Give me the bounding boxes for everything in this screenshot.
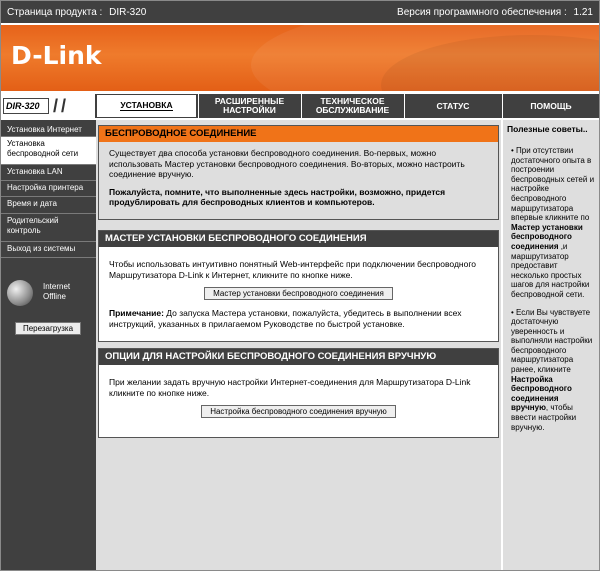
internet-status — [43, 282, 70, 302]
help-title: Полезные советы.. — [507, 124, 588, 134]
top-info-bar — [1, 1, 599, 25]
sidebar — [1, 120, 96, 570]
wizard-note — [109, 308, 488, 329]
wizard-text: Чтобы использовать интуитивно понятный Web-интерфейс при подключении беспроводного Маршрутизатора D-Link к Интернет, кликните по кнопке ниже. — [109, 259, 476, 280]
sidebar-item-time-date[interactable]: Время и дата — [1, 197, 96, 214]
wizard-note-text: До запуска Мастера установки, пожалуйста, убедитесь в выполнении всех инструкций, указанных в прилагаемом Руководстве по быстрой установке. — [109, 308, 462, 329]
tab-maintenance[interactable]: ТЕХНИЧЕСКОЕ ОБСЛУЖИВАНИЕ — [301, 94, 403, 118]
slash-icon: / — [53, 96, 59, 116]
manual-panel-title: ОПЦИИ ДЛЯ НАСТРОЙКИ БЕСПРОВОДНОГО СОЕДИНЕНИЯ ВРУЧНУЮ — [99, 349, 498, 365]
help-tip-wizard: • При отсутствии достаточного опыта в построении беспроводных сетей и настройке беспроводного маршрутизатора впервые кликните по Мастер установки беспроводного соединения ,и маршрутизатор предоставит несколько простых шагов для настройки беспроводной сети. — [511, 146, 595, 299]
sidebar-item-lan-setup[interactable]: Установка LAN — [1, 165, 96, 181]
intro-warning: Пожалуйста, помните, что выполненные здесь настройки, возможно, придется продублировать для беспроводных клиентов и компьютеров. — [109, 186, 446, 207]
tab-help[interactable]: ПОМОЩЬ — [502, 94, 599, 118]
wizard-panel-title: МАСТЕР УСТАНОВКИ БЕСПРОВОДНОГО СОЕДИНЕНИЯ — [99, 231, 498, 247]
manual-panel-body — [99, 365, 498, 424]
product-model: DIR-320 — [109, 6, 147, 18]
internet-status-line1: Internet — [43, 282, 71, 291]
wizard-panel-body — [99, 247, 498, 342]
tab-status[interactable]: СТАТУС — [404, 94, 501, 118]
product-info — [7, 7, 146, 18]
intro-panel-body — [99, 142, 498, 219]
manual-button[interactable]: Настройка беспроводного соединения вручную — [201, 405, 396, 418]
help-tip-manual: • Если Вы чувствуете достаточную уверенность и выполняли настройки беспроводного маршрутизатора ранее, кликните Настройка беспроводного соединения вручную, чтобы ввести настройки вручную. — [511, 307, 593, 432]
header-banner — [1, 25, 599, 91]
manual-text: При желании задать вручную настройки Интернет-соединения для Маршрутизатора D-Link кликните по кнопке ниже. — [109, 377, 471, 398]
sidebar-item-printer-setup[interactable]: Настройка принтера — [1, 181, 96, 197]
internet-status-line2: Offline — [43, 292, 66, 301]
intro-panel — [98, 125, 499, 220]
reboot-button[interactable]: Перезагрузка — [15, 322, 81, 335]
intro-panel-title: БЕСПРОВОДНОЕ СОЕДИНЕНИЕ — [99, 126, 498, 142]
tab-advanced[interactable]: РАСШИРЕННЫЕ НАСТРОЙКИ — [198, 94, 300, 118]
wizard-button[interactable]: Мастер установки беспроводного соединения — [204, 287, 393, 300]
model-badge-area — [1, 94, 95, 118]
sidebar-item-wireless-setup[interactable]: Установка беспроводной сети — [1, 137, 96, 165]
wizard-note-label: Примечание: — [109, 308, 164, 318]
firmware-version: 1.21 — [573, 6, 593, 18]
intro-text: Существует два способа установки беспроводного соединения. Во-первых, можно использовать Мастер установки беспроводного соединения. Во-вторых, можно настроить соединение вручную. — [109, 148, 465, 179]
top-nav — [1, 94, 599, 118]
sidebar-item-internet-setup[interactable]: Установка Интернет — [1, 123, 96, 137]
manual-panel — [98, 348, 499, 438]
sidebar-item-logout[interactable]: Выход из системы — [1, 242, 96, 258]
globe-icon — [7, 280, 33, 306]
bullet-icon: • — [511, 307, 517, 317]
model-badge: DIR-320 — [3, 98, 49, 114]
help-column — [501, 120, 599, 570]
tab-setup[interactable]: УСТАНОВКА — [96, 94, 197, 118]
dlink-logo: D-Link — [11, 41, 102, 70]
bullet-icon: • — [511, 146, 517, 155]
main-content — [96, 120, 501, 570]
firmware-label: Версия программного обеспечения : — [397, 6, 567, 18]
product-label: Страница продукта : — [7, 6, 103, 18]
slash-icon: / — [61, 96, 67, 116]
firmware-info — [397, 7, 593, 18]
wizard-panel — [98, 230, 499, 342]
sidebar-item-parental-control[interactable]: Родительский контроль — [1, 214, 96, 242]
